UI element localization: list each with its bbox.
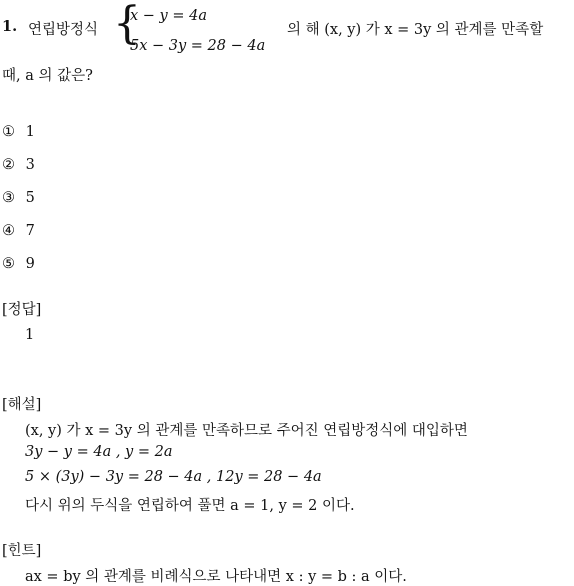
- choice-4[interactable]: [2, 223, 35, 239]
- choice-value: 9: [25, 256, 35, 272]
- choice-value: 3: [25, 157, 35, 173]
- choice-5[interactable]: [2, 256, 35, 272]
- answer-heading: [정답]: [2, 302, 42, 318]
- choice-mark: ②: [2, 157, 15, 173]
- choice-value: 7: [25, 223, 35, 239]
- explanation-heading: [해설]: [2, 397, 42, 413]
- answer-value: 1: [25, 327, 35, 343]
- choice-mark: ③: [2, 190, 15, 206]
- hint-heading: [힌트]: [2, 543, 42, 559]
- choice-mark: ①: [2, 124, 15, 140]
- hint-line: ax = by 의 관계를 비례식으로 나타내면 x : y = b : a 이다.: [25, 569, 407, 585]
- choice-value: 5: [25, 190, 35, 206]
- explanation-line-3: 5 × (3y) − 3y = 28 − 4a , 12y = 28 − 4a: [25, 469, 322, 485]
- system-equation-2: 5x − 3y = 28 − 4a: [130, 38, 266, 54]
- choice-1[interactable]: [2, 124, 35, 140]
- question-tail: 의 해 (x, y) 가 x = 3y 의 관계를 만족할: [287, 22, 544, 38]
- system-brace: {: [113, 0, 141, 49]
- explanation-line-4: 다시 위의 두식을 연립하여 풀면 a = 1, y = 2 이다.: [25, 498, 355, 514]
- system-equation-1: x − y = 4a: [130, 8, 207, 24]
- explanation-line-1: (x, y) 가 x = 3y 의 관계를 만족하므로 주어진 연립방정식에 대입하면: [25, 423, 468, 439]
- choice-value: 1: [25, 124, 35, 140]
- choice-3[interactable]: [2, 190, 35, 206]
- explanation-line-2: 3y − y = 4a , y = 2a: [25, 444, 173, 460]
- choice-2[interactable]: [2, 157, 35, 173]
- question-lead: 연립방정식: [28, 22, 99, 38]
- question-number: 1.: [2, 18, 18, 35]
- choice-mark: ④: [2, 223, 15, 239]
- question-line-2: 때, a 의 값은?: [2, 68, 93, 84]
- choice-mark: ⑤: [2, 256, 15, 272]
